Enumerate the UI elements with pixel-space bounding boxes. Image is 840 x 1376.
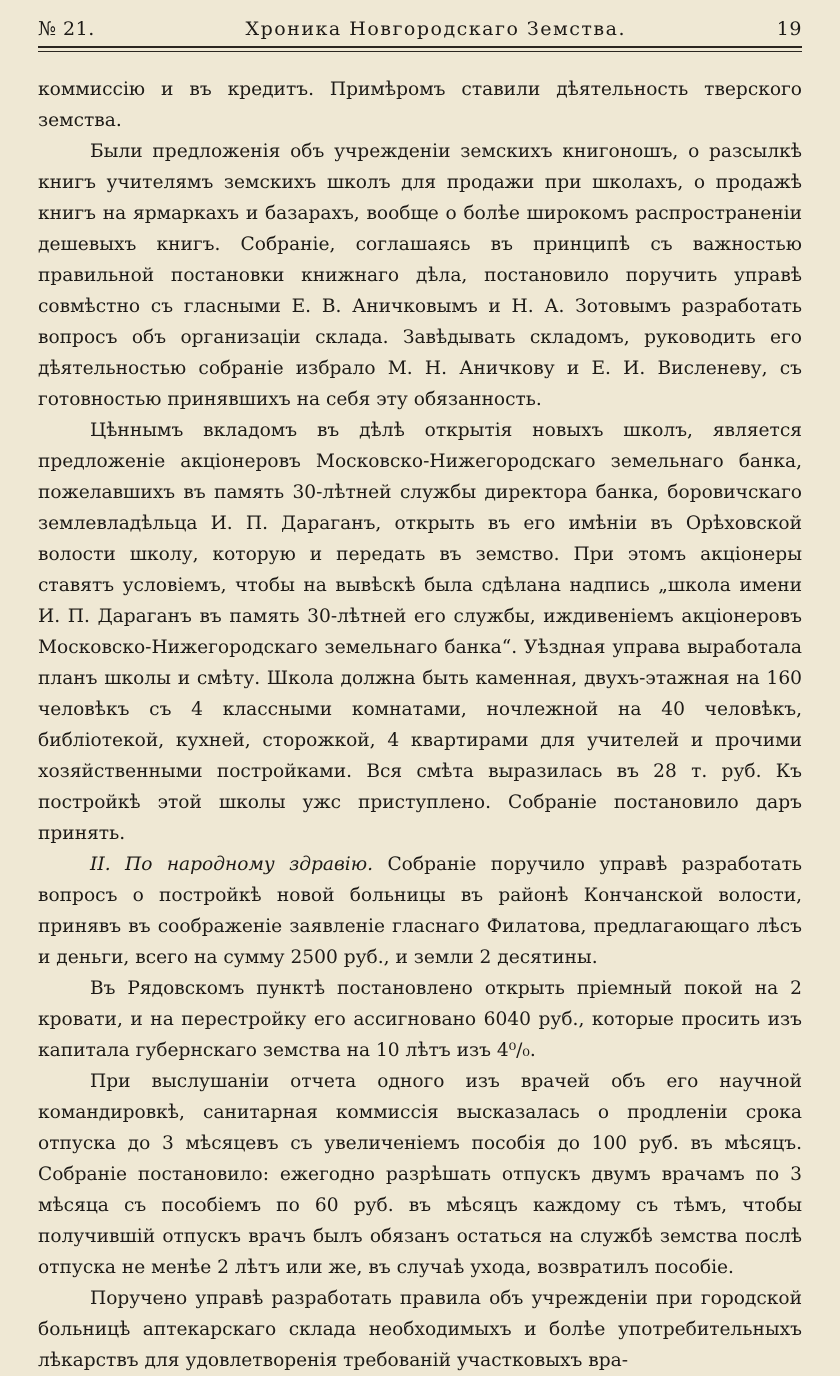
issue-number: № 21.	[38, 18, 95, 40]
paragraph-body: Собранiе поручило управѣ разработать вопросъ о постройкѣ новой больницы въ районѣ Кончанской волости, принявъ въ соображенiе заявленiе гласнаго Филатова, предлагающаго лѣсъ и деньги, всего на сумму 2500 руб., и земли 2 десятины.	[38, 854, 803, 968]
paragraph: Цѣннымъ вкладомъ въ дѣлѣ открытiя новыхъ школъ, является предложенiе акцiонеровъ Московско-Нижегородскаго земельнаго банка, пожелавшихъ въ память 30-лѣтней службы директора банка, боровичскаго землевладѣльца И. П. Дараганъ, открыть въ его имѣнiи въ Орѣховской волости школу, которую и передать въ земство. При этомъ акцiонеры ставятъ условiемъ, чтобы на вывѣскѣ была сдѣлана надпись „школа имени И. П. Дараганъ въ память 30-лѣтней его службы, иждивенiемъ акцiонеровъ Московско-Нижегородскаго земельнаго банка“. Уѣздная управа выработала планъ школы и смѣту. Школа должна быть каменная, двухъ-этажная на 160 человѣкъ съ 4 классными комнатами, ночлежной на 40 человѣкъ, библiотекой, кухней, сторожкой, 4 квартирами для учителей и прочими хозяйственными постройками. Вся смѣта выразилась въ 28 т. руб. Къ постройкѣ этой школы ужс приступлено. Собранiе постановило даръ принять.	[38, 420, 802, 844]
header-rule	[38, 51, 802, 52]
section-heading: II. По народному здравiю.	[90, 854, 374, 875]
paragraph: Поручено управѣ разработать правила объ учрежденiи при городской больницѣ аптекарскаго склада необходимыхъ и болѣе употребительныхъ лѣкарствъ для удовлетворенiя требованiй участковыхъ вра-	[38, 1288, 802, 1371]
paragraph: Были предложенiя объ учрежденiи земскихъ книгоношъ, о разсылкѣ книгъ учителямъ земскихъ школъ для продажи при школахъ, о продажѣ книгъ на ярмаркахъ и базарахъ, вообще о болѣе широкомъ распространенiи дешевыхъ книгъ. Собранiе, соглашаясь въ принципѣ съ важностью правильной постановки книжнаго дѣла, постановило поручить управѣ совмѣстно съ гласными Е. В. Аничковымъ и Н. А. Зотовымъ разработать вопросъ объ организацiи склада. Завѣдывать складомъ, руководить его дѣятельностью собранiе избрало М. Н. Аничкову и Е. И. Висленеву, съ готовностью принявшихъ на себя эту обязанность.	[38, 141, 802, 410]
journal-title: Хроника Новгородскаго Земства.	[245, 18, 626, 40]
page-number: 19	[776, 18, 802, 40]
paragraph: коммиссiю и въ кредитъ. Примѣромъ ставили дѣятельность тверского земства.	[38, 79, 802, 131]
paragraph: При выслушанiи отчета одного изъ врачей объ его научной командировкѣ, санитарная коммиссiя высказалась о продленiи срока отпуска до 3 мѣсяцевъ съ увеличенiемъ пособiя до 100 руб. въ мѣсяцъ. Собранiе постановило: ежегодно разрѣшать отпускъ двумъ врачамъ по 3 мѣсяца съ пособiемъ по 60 руб. въ мѣсяцъ каждому съ тѣмъ, чтобы получившiй отпускъ врачъ былъ обязанъ остаться на службѣ земства послѣ отпуска не менѣе 2 лѣтъ или же, въ случаѣ ухода, возвратилъ пособiе.	[38, 1071, 802, 1278]
body-text	[38, 74, 802, 1376]
paragraph: Въ Рядовскомъ пунктѣ постановлено открыть прiемный покой на 2 кровати, и на перестройку его ассигновано 6040 руб., которые просить изъ капитала губернскаго земства на 10 лѣтъ изъ 4⁰/₀.	[38, 978, 802, 1061]
running-header	[38, 18, 802, 48]
paragraph	[38, 849, 802, 973]
